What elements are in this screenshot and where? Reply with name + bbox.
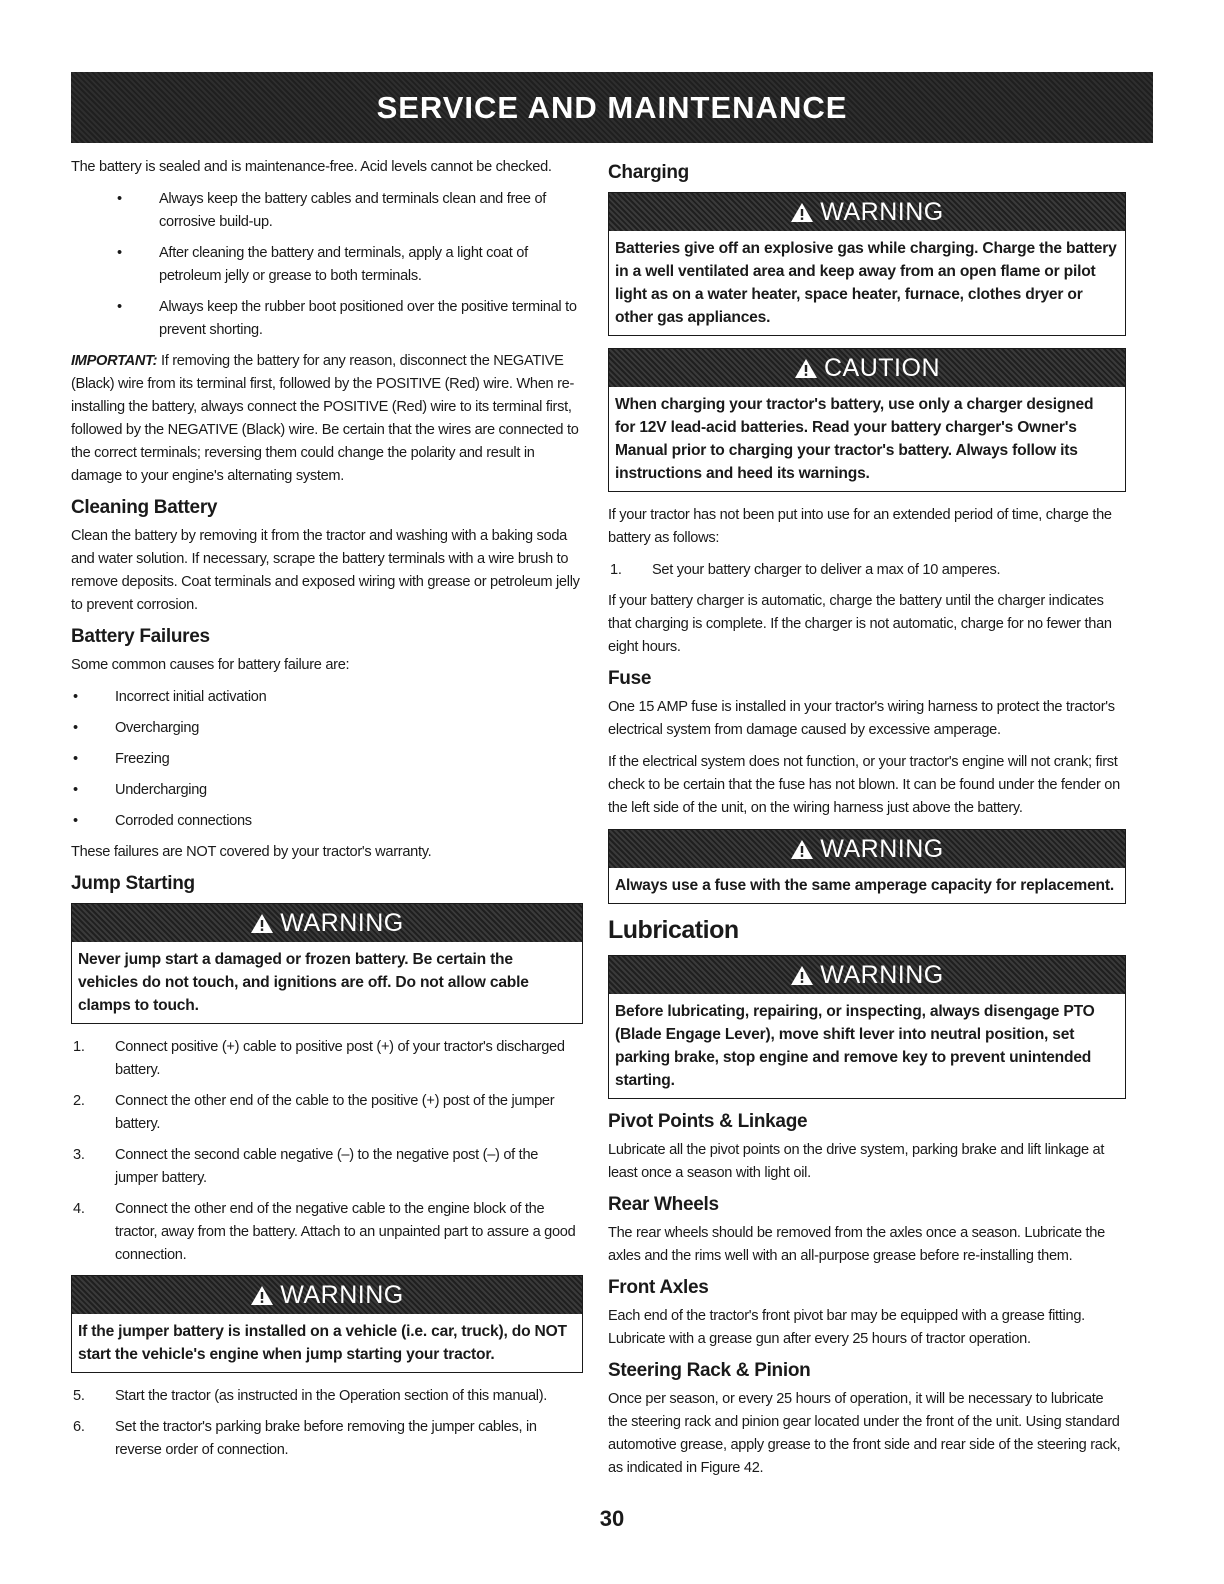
- warning-text: Batteries give off an explosive gas while charging. Charge the battery in a well ventilated area and keep away from an open flame or pilot light as on a water heater, space heater, furnace, clothes dryer or other gas appliances.: [615, 240, 1117, 326]
- battery-care-list: [71, 188, 583, 342]
- fuse-text: One 15 AMP fuse is installed in your tractor's wiring harness to protect the tractor's electrical system from damage caused by excessive amperage.: [608, 699, 1115, 738]
- charging-heading: Charging: [608, 162, 689, 183]
- important-note: [71, 350, 583, 488]
- warning-text: If the jumper battery is installed on a vehicle (i.e. car, truck), do NOT start the vehicle's engine when jump starting your tractor.: [78, 1323, 567, 1363]
- right-column: [608, 156, 1126, 1489]
- list-item: • Always keep the battery cables and terminals clean and free of corrosive build-up.: [71, 188, 583, 234]
- jump-steps-list: [71, 1036, 583, 1267]
- warning-label: WARNING: [280, 908, 404, 937]
- list-item: 1. Set your battery charger to deliver a max of 10 amperes.: [610, 562, 1001, 578]
- warning-text: Always use a fuse with the same amperage capacity for replacement.: [615, 877, 1115, 894]
- warning-header: [72, 904, 582, 942]
- list-item: • Corroded connections: [71, 810, 583, 833]
- rear-wheels-heading: Rear Wheels: [608, 1194, 719, 1215]
- battery-failures-list: [71, 686, 583, 833]
- warning-text: Never jump start a damaged or frozen battery. Be certain the vehicles do not touch, and ignitions are off. Do not allow cable clamps to touch.: [78, 951, 529, 1014]
- left-column: [71, 156, 583, 1470]
- jumper-warning-box: [71, 1275, 583, 1373]
- caution-text: When charging your tractor's battery, use only a charger designed for 12V lead-acid batteries. Read your battery charger's Owner's Manual prior to charging your tractor's battery. Always follow its instructions and heed its warnings.: [615, 396, 1094, 482]
- jump-starting-heading: Jump Starting: [71, 873, 195, 894]
- rear-wheels-text: The rear wheels should be removed from the axles once a season. Lubricate the axles and the rims well with an all-purpose grease before re-installing them.: [608, 1225, 1105, 1264]
- warning-triangle-icon: [250, 913, 274, 934]
- fuse-heading: Fuse: [608, 668, 652, 689]
- list-item: • Freezing: [71, 748, 583, 771]
- page-title: SERVICE AND MAINTENANCE: [376, 89, 848, 125]
- warning-header: [609, 193, 1125, 231]
- battery-intro: The battery is sealed and is maintenance-free. Acid levels cannot be checked.: [71, 159, 552, 175]
- list-item: 1. Connect positive (+) cable to positive post (+) of your tractor's discharged battery.: [73, 1039, 565, 1078]
- front-axles-text: Each end of the tractor's front pivot bar may be equipped with a grease fitting. Lubricate with a grease gun after every 25 hours of tractor operation.: [608, 1308, 1085, 1347]
- front-axles-heading: Front Axles: [608, 1277, 709, 1298]
- warning-header: [72, 1276, 582, 1314]
- battery-failures-intro: Some common causes for battery failure are:: [71, 657, 350, 673]
- lubrication-heading: Lubrication: [608, 916, 739, 944]
- steering-heading: Steering Rack & Pinion: [608, 1360, 811, 1381]
- list-item: • Undercharging: [71, 779, 583, 802]
- pivot-points-heading: Pivot Points & Linkage: [608, 1111, 808, 1132]
- warning-label: WARNING: [820, 834, 944, 863]
- jump-warning-box: [71, 903, 583, 1024]
- warning-triangle-icon: [790, 202, 814, 223]
- cleaning-battery-heading: Cleaning Battery: [71, 497, 218, 518]
- warning-triangle-icon: [250, 1285, 274, 1306]
- warning-header: [609, 830, 1125, 868]
- list-item: • Overcharging: [71, 717, 583, 740]
- list-item: 2. Connect the other end of the cable to the positive (+) post of the jumper battery.: [73, 1093, 555, 1132]
- cleaning-battery-text: Clean the battery by removing it from the tractor and washing with a baking soda and water solution. If necessary, scrape the battery terminals with a wire brush to remove deposits. Coat terminals and exposed wiring with grease or petroleum jelly to prevent corrosion.: [71, 528, 580, 613]
- pivot-points-text: Lubricate all the pivot points on the drive system, parking brake and lift linkage at least once a season with light oil.: [608, 1142, 1105, 1181]
- lubrication-warning-box: [608, 955, 1126, 1099]
- fuse-warning-box: [608, 829, 1126, 904]
- caution-header: [609, 349, 1125, 387]
- warning-label: WARNING: [820, 960, 944, 989]
- caution-label: CAUTION: [824, 353, 940, 382]
- page-number: 30: [599, 1506, 625, 1531]
- battery-failures-heading: Battery Failures: [71, 626, 210, 647]
- charging-text-2: If your battery charger is automatic, charge the battery until the charger indicates that charging is complete. If the charger is not automatic, charge for no fewer than eight hours.: [608, 593, 1112, 655]
- list-item: • Incorrect initial activation: [71, 686, 583, 709]
- battery-failures-outro: These failures are NOT covered by your tractor's warranty.: [71, 844, 432, 860]
- warning-text: Before lubricating, repairing, or inspecting, always disengage PTO (Blade Engage Lever), move shift lever into neutral position, set parking brake, stop engine and remove key to prevent unintended starting.: [615, 1003, 1095, 1089]
- steering-text: Once per season, or every 25 hours of operation, it will be necessary to lubricate the steering rack and pinion gear located under the front of the unit. Using standard automotive grease, apply grease to the front side and rear side of the steering rack, as indicated in Figure 42.: [608, 1391, 1121, 1476]
- list-item: 6. Set the tractor's parking brake before removing the jumper cables, in reverse order of connection.: [73, 1419, 537, 1458]
- list-item: 3. Connect the second cable negative (–) to the negative post (–) of the jumper battery.: [73, 1147, 539, 1186]
- charging-caution-box: [608, 348, 1126, 492]
- warning-label: WARNING: [820, 197, 944, 226]
- charging-text: If your tractor has not been put into use for an extended period of time, charge the battery as follows:: [608, 507, 1112, 546]
- list-item: 4. Connect the other end of the negative cable to the engine block of the tractor, away from the battery. Attach to an unpainted part to assure a good connection.: [73, 1201, 576, 1263]
- warning-header: [609, 956, 1125, 994]
- list-item: 5. Start the tractor (as instructed in the Operation section of this manual).: [73, 1388, 548, 1404]
- important-label: IMPORTANT:: [71, 353, 158, 369]
- charging-steps-list: [608, 559, 1126, 582]
- warning-triangle-icon: [790, 965, 814, 986]
- jump-steps-list-continued: [71, 1385, 583, 1462]
- fuse-text-2: If the electrical system does not function, or your tractor's engine will not crank; first check to be certain that the fuse has not blown. It can be found under the fender on the left side of the unit, on the wiring harness just above the battery.: [608, 754, 1120, 816]
- warning-triangle-icon: [790, 839, 814, 860]
- caution-triangle-icon: [794, 358, 818, 379]
- warning-label: WARNING: [280, 1280, 404, 1309]
- charging-warning-box: [608, 192, 1126, 336]
- section-banner: [71, 72, 1153, 143]
- list-item: • After cleaning the battery and terminals, apply a light coat of petroleum jelly or grease to both terminals.: [71, 242, 583, 288]
- important-text: If removing the battery for any reason, disconnect the NEGATIVE (Black) wire from its terminal first, followed by the POSITIVE (Red) wire. When re-installing the battery, always connect the POSITIVE (Red) wire to its terminal first, followed by the NEGATIVE (Black) wire. Be certain that the wires are connected to the correct terminals; reversing them could change the polarity and result in damage to your engine's alternating system.: [71, 353, 579, 484]
- list-item: • Always keep the rubber boot positioned over the positive terminal to prevent shorting.: [71, 296, 583, 342]
